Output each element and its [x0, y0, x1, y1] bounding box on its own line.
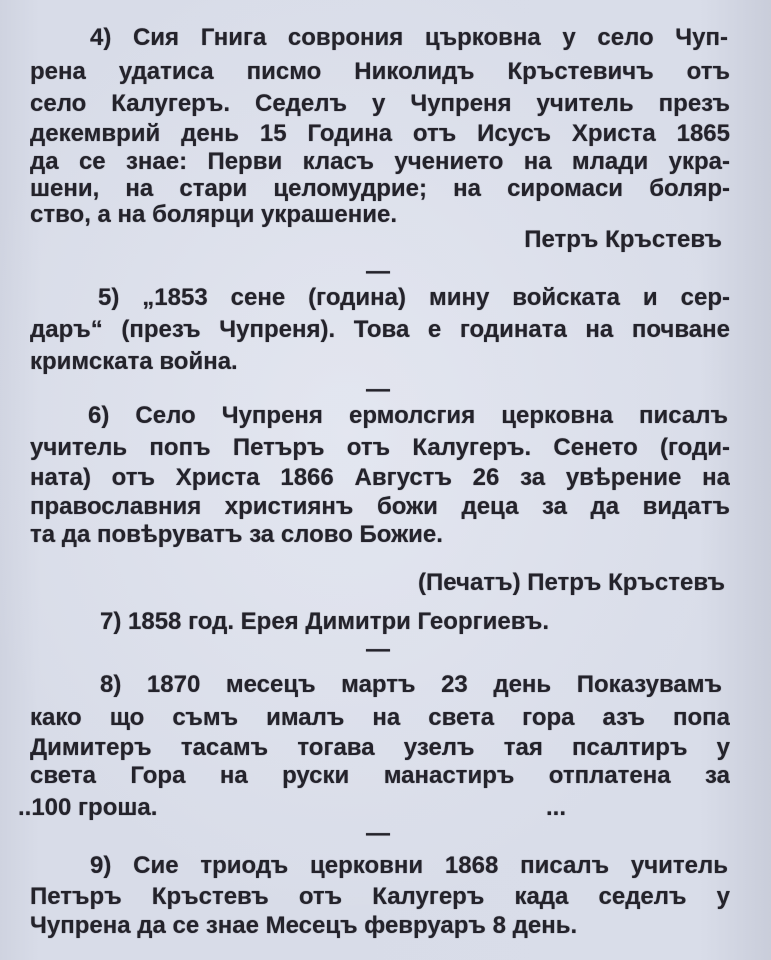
entry-8-line-5: ..100 гроша. [18, 794, 158, 821]
entry-6-line-1: 6) Село Чупреня ермолсгия церковна писалъ [88, 402, 728, 429]
entry-6-signature: (Печатъ) Петръ Кръстевъ [418, 569, 725, 596]
entry-6-line-4: православния християнъ божи деца за да видатъ [30, 493, 730, 520]
entry-5-line-1: 5) „1853 сене (година) мину войската и сер- [98, 284, 730, 311]
entry-9-line-3: Чупрена да се знае Месецъ февруаръ 8 день. [30, 912, 578, 939]
entry-4-line-7: ство, а на болярци украшение. [30, 201, 398, 228]
entry-4-line-3: село Калугеръ. Седелъ у Чупреня учитель презъ [30, 90, 730, 117]
separator-dash: — [366, 376, 390, 403]
entry-9-line-1: 9) Сие триодъ церковни 1868 писалъ учитель [90, 852, 728, 879]
separator-dash: — [366, 820, 390, 847]
separator-dash: — [366, 636, 390, 663]
separator-dash: — [366, 258, 390, 285]
entry-8-line-4: света Гора на руски манастиръ отплатена за [30, 762, 730, 789]
entry-4-line-2: рена удатиса писмо Николидъ Кръстевичъ отъ [30, 58, 730, 85]
entry-4-line-1: 4) Сия Гнига соврония църковна у село Чуп- [90, 24, 728, 51]
entry-5-line-3: кримската война. [30, 348, 238, 375]
entry-8-trailing-mark: ... [546, 794, 567, 821]
entry-8-line-3: Димитеръ тасамъ тогава узелъ тая псалтиръ у [30, 734, 730, 761]
entry-5-line-2: даръ“ (презъ Чупреня). Това е годината на почване [30, 316, 730, 343]
entry-7-line-1: 7) 1858 год. Ерея Димитри Георгиевъ. [100, 608, 550, 635]
entry-6-line-2: учитель попъ Петъръ отъ Калугеръ. Сенето (годи- [30, 434, 730, 461]
entry-9-line-2: Петъръ Кръстевъ отъ Калугеръ када седелъ у [30, 883, 730, 910]
entry-4-line-5: да се знае: Перви класъ учението на млади укра- [30, 148, 730, 175]
entry-8-line-2: како що съмъ ималъ на света гора азъ попа [30, 704, 730, 731]
entry-6-line-5: та да повѣруватъ за слово Божие. [30, 521, 443, 548]
entry-4-line-4: декемврий день 15 Година отъ Исусъ Христа 1865 [30, 120, 730, 147]
entry-8-line-1: 8) 1870 месецъ мартъ 23 день Показувамъ [100, 671, 722, 698]
entry-6-line-3: ната) отъ Христа 1866 Августъ 26 за увѣрение на [30, 464, 730, 491]
entry-4-signature: Петръ Кръстевъ [524, 226, 722, 253]
entry-4-line-6: шени, на стари целомудрие; на сиромаси боляр- [30, 175, 730, 202]
